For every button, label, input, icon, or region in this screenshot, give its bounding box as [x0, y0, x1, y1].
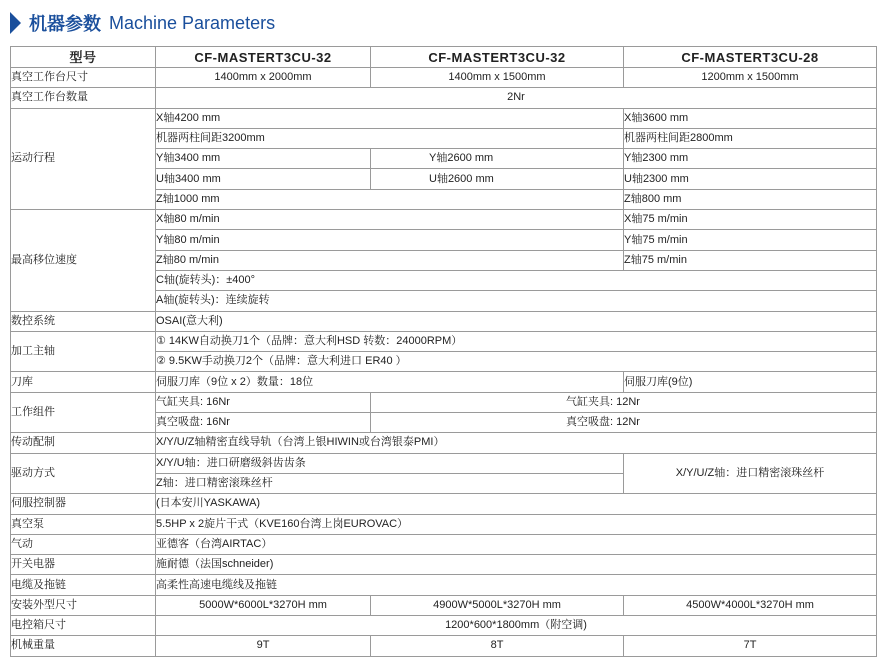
table-row — [11, 47, 877, 68]
cabinet-label: 电控箱尺寸 — [11, 616, 156, 636]
tool-value-3: 伺服刀库(9位) — [624, 372, 877, 392]
switch-label: 开关电器 — [11, 555, 156, 575]
switch-value: 施耐德（法国schneider) — [156, 555, 877, 575]
speed-z-3: Z轴75 m/min — [624, 250, 877, 270]
model-1: CF-MASTERT3CU-32 — [156, 47, 371, 68]
cnc-value: OSAI(意大利) — [156, 311, 877, 331]
servo-value: (日本安川YASKAWA) — [156, 494, 877, 514]
model-label: 型号 — [11, 47, 156, 68]
table-row — [11, 616, 877, 636]
column-distance-12: 机器两柱间距3200mm — [156, 128, 624, 148]
weight-label: 机械重量 — [11, 636, 156, 656]
weight-3: 7T — [624, 636, 877, 656]
table-row — [11, 595, 877, 615]
table-size-2: 1400mm x 1500mm — [371, 68, 624, 88]
speed-y-12: Y轴80 m/min — [156, 230, 624, 250]
clamp-1: 气缸夹具: 16Nr — [156, 392, 371, 412]
section-title-cn: 机器参数 — [29, 14, 101, 35]
spindle-label: 加工主轴 — [11, 331, 156, 372]
drive-config-label: 传动配制 — [11, 433, 156, 453]
pump-value: 5.5HP x 2旋片干式（KVE160台湾上岗EUROVAC） — [156, 514, 877, 534]
section-title-en: Machine Parameters — [109, 12, 276, 33]
speed-x-3: X轴75 m/min — [624, 210, 877, 230]
cabinet-value: 1200*600*1800mm（附空调) — [156, 616, 877, 636]
table-row — [11, 88, 877, 108]
travel-x-3: X轴3600 mm — [624, 108, 877, 128]
model-3: CF-MASTERT3CU-28 — [624, 47, 877, 68]
servo-label: 伺服控制器 — [11, 494, 156, 514]
travel-label: 运动行程 — [11, 108, 156, 209]
drive-mode-3: X/Y/U/Z轴：进口精密滚珠丝杆 — [624, 453, 877, 494]
cable-value: 高柔性高速电缆线及拖链 — [156, 575, 877, 595]
travel-y-3: Y轴2300 mm — [624, 149, 877, 169]
table-qty-value: 2Nr — [156, 88, 877, 108]
speed-label: 最高移位速度 — [11, 210, 156, 311]
vacuum-cup-23: 真空吸盘: 12Nr — [371, 413, 877, 433]
weight-1: 9T — [156, 636, 371, 656]
parameters-table — [10, 46, 877, 657]
travel-z-3: Z轴800 mm — [624, 189, 877, 209]
travel-u-1: U轴3400 mm — [156, 169, 371, 189]
speed-c-axis: C轴(旋转头)：±400° — [156, 270, 877, 290]
dims-label: 安装外型尺寸 — [11, 595, 156, 615]
table-row — [11, 311, 877, 331]
table-size-1: 1400mm x 2000mm — [156, 68, 371, 88]
pump-label: 真空泵 — [11, 514, 156, 534]
travel-u-3: U轴2300 mm — [624, 169, 877, 189]
speed-z-12: Z轴80 m/min — [156, 250, 624, 270]
model-2: CF-MASTERT3CU-32 — [371, 47, 624, 68]
table-qty-label: 真空工作台数量 — [11, 88, 156, 108]
table-row — [11, 514, 877, 534]
column-distance-3: 机器两柱间距2800mm — [624, 128, 877, 148]
table-row — [11, 555, 877, 575]
speed-y-3: Y轴75 m/min — [624, 230, 877, 250]
drive-mode-line-2: Z轴：进口精密滚珠丝杆 — [156, 473, 624, 493]
travel-u-2: U轴2600 mm — [371, 169, 624, 189]
pneumatic-label: 气动 — [11, 534, 156, 554]
tool-value-12: 伺服刀库（9位 x 2）数量：18位 — [156, 372, 624, 392]
speed-a-axis: A轴(旋转头)：连续旋转 — [156, 291, 877, 311]
dims-1: 5000W*6000L*3270H mm — [156, 595, 371, 615]
work-label: 工作组件 — [11, 392, 156, 433]
travel-y-2: Y轴2600 mm — [371, 149, 624, 169]
table-row — [11, 210, 877, 230]
spindle-line-1: ① 14KW自动换刀1个（品牌：意大利HSD 转数：24000RPM） — [156, 331, 877, 351]
table-row — [11, 433, 877, 453]
section-header — [10, 8, 275, 38]
table-row — [11, 575, 877, 595]
chevron-right-icon — [10, 12, 21, 34]
travel-z-12: Z轴1000 mm — [156, 189, 624, 209]
travel-y-1: Y轴3400 mm — [156, 149, 371, 169]
speed-x-12: X轴80 m/min — [156, 210, 624, 230]
table-row — [11, 331, 877, 351]
table-size-label: 真空工作台尺寸 — [11, 68, 156, 88]
weight-2: 8T — [371, 636, 624, 656]
travel-x-12: X轴4200 mm — [156, 108, 624, 128]
drive-config-value: X/Y/U/Z轴精密直线导轨（台湾上银HIWIN或台湾银泰PMI） — [156, 433, 877, 453]
drive-mode-line-1: X/Y/U轴：进口研磨级斜齿齿条 — [156, 453, 624, 473]
table-row — [11, 392, 877, 412]
cable-label: 电缆及拖链 — [11, 575, 156, 595]
table-row — [11, 372, 877, 392]
dims-2: 4900W*5000L*3270H mm — [371, 595, 624, 615]
table-row — [11, 453, 877, 473]
table-size-3: 1200mm x 1500mm — [624, 68, 877, 88]
drive-mode-label: 驱动方式 — [11, 453, 156, 494]
cnc-label: 数控系统 — [11, 311, 156, 331]
clamp-23: 气缸夹具: 12Nr — [371, 392, 877, 412]
vacuum-cup-1: 真空吸盘: 16Nr — [156, 413, 371, 433]
pneumatic-value: 亚德客（台湾AIRTAC） — [156, 534, 877, 554]
table-row — [11, 494, 877, 514]
table-row — [11, 636, 877, 656]
spindle-line-2: ② 9.5KW手动换刀2个（品牌：意大利进口 ER40 ） — [156, 352, 877, 372]
table-row — [11, 534, 877, 554]
dims-3: 4500W*4000L*3270H mm — [624, 595, 877, 615]
table-row — [11, 108, 877, 128]
tool-label: 刀库 — [11, 372, 156, 392]
table-row — [11, 68, 877, 88]
